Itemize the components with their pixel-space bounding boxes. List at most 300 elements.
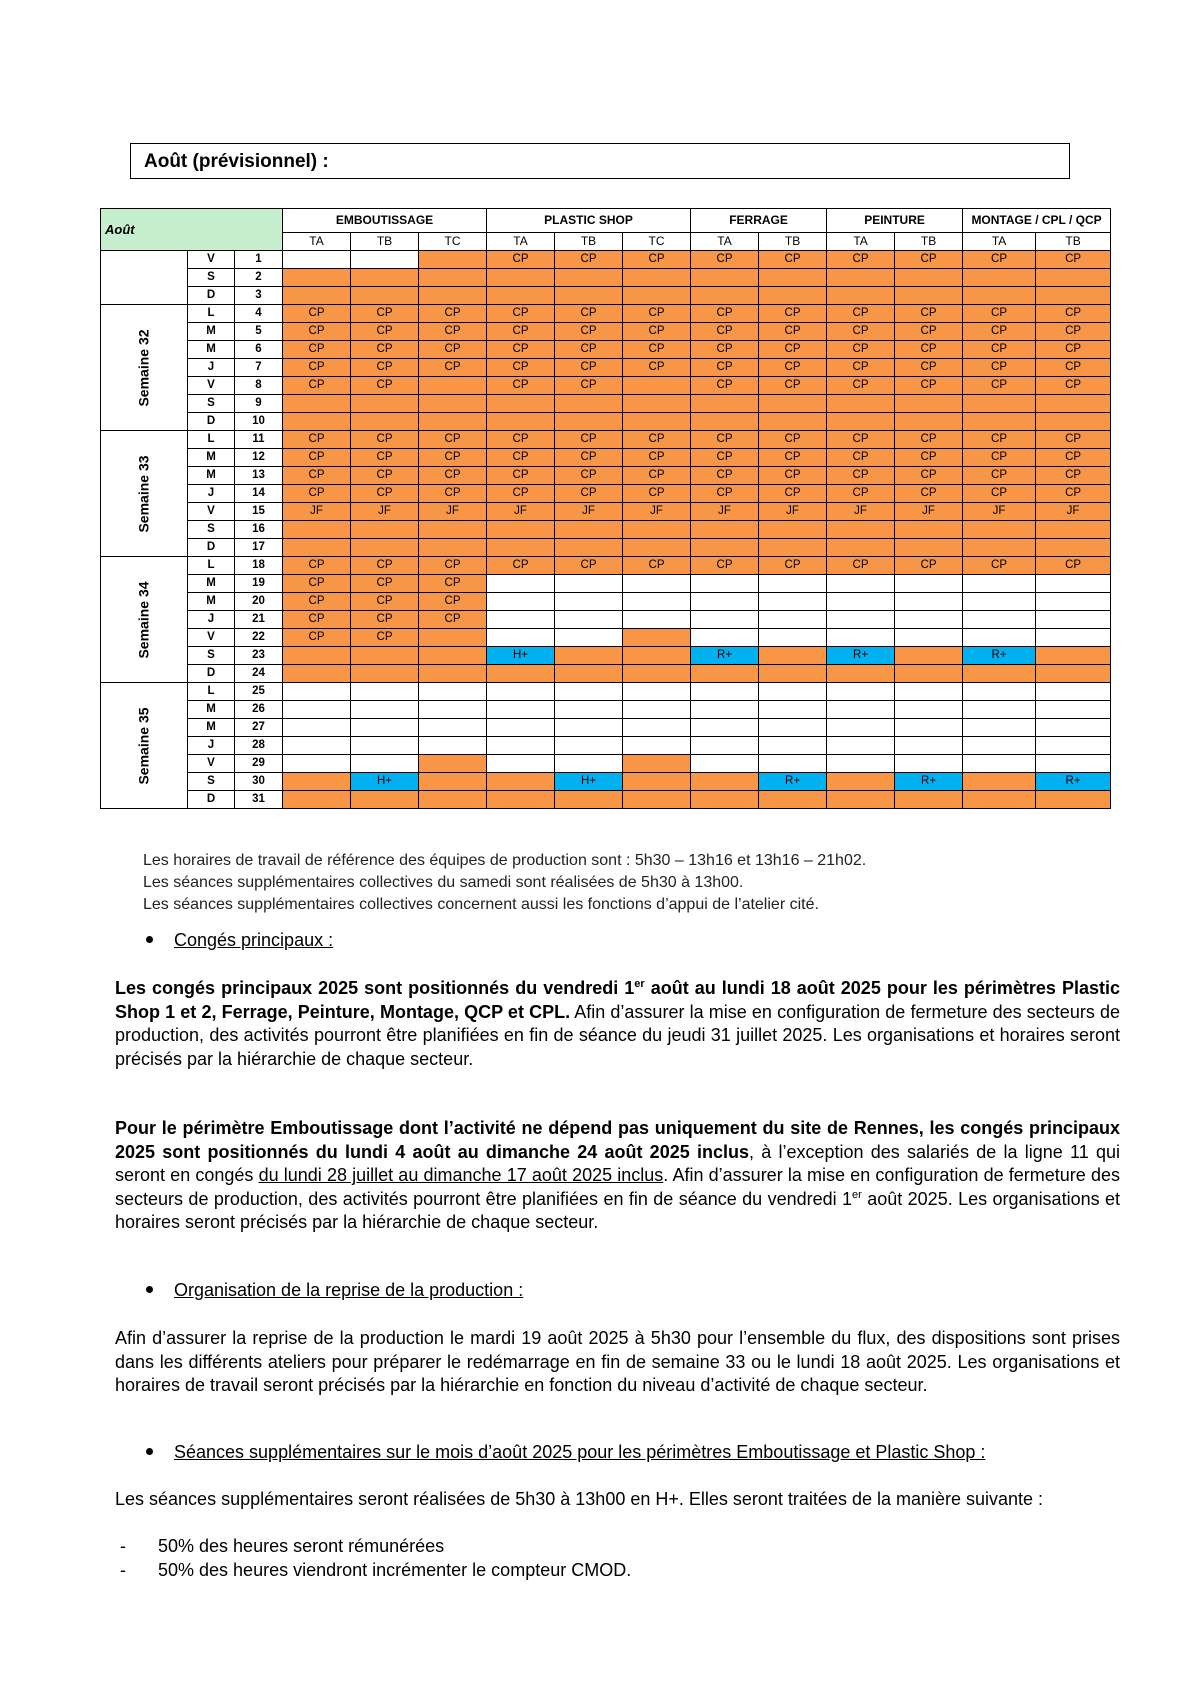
schedule-cell xyxy=(827,269,895,287)
day-letter: D xyxy=(188,539,235,557)
schedule-cell: H+ xyxy=(555,773,623,791)
schedule-cell xyxy=(419,413,487,431)
week-label: Semaine 32 xyxy=(101,305,188,431)
schedule-cell xyxy=(555,269,623,287)
schedule-cell: CP xyxy=(895,359,963,377)
schedule-cell: CP xyxy=(759,377,827,395)
schedule-cell: CP xyxy=(283,359,351,377)
schedule-cell xyxy=(487,611,555,629)
note-line: Les séances supplémentaires collectives concernent aussi les fonctions d’appui de l’atelier cité. xyxy=(143,896,819,913)
schedule-cell xyxy=(555,755,623,773)
schedule-cell xyxy=(1036,719,1111,737)
schedule-cell xyxy=(419,395,487,413)
schedule-cell xyxy=(691,773,759,791)
schedule-cell xyxy=(895,287,963,305)
table-row xyxy=(101,539,1111,557)
day-number: 11 xyxy=(235,431,283,449)
schedule-cell xyxy=(555,665,623,683)
schedule-cell xyxy=(487,575,555,593)
day-number: 1 xyxy=(235,251,283,269)
schedule-cell xyxy=(691,629,759,647)
schedule-cell: CP xyxy=(895,467,963,485)
day-letter: S xyxy=(188,773,235,791)
schedule-cell: CP xyxy=(487,557,555,575)
schedule-cell xyxy=(1036,611,1111,629)
schedule-cell xyxy=(895,791,963,809)
schedule-cell: H+ xyxy=(487,647,555,665)
schedule-cell xyxy=(351,755,419,773)
day-letter: L xyxy=(188,683,235,701)
schedule-cell: CP xyxy=(759,557,827,575)
schedule-cell: CP xyxy=(283,431,351,449)
schedule-cell: CP xyxy=(691,467,759,485)
table-row xyxy=(101,719,1111,737)
schedule-cell: CP xyxy=(623,305,691,323)
schedule-cell: CP xyxy=(827,359,895,377)
schedule-cell: CP xyxy=(895,557,963,575)
table-row xyxy=(101,251,1111,269)
table-row xyxy=(101,755,1111,773)
schedule-cell: CP xyxy=(1036,359,1111,377)
schedule-cell: CP xyxy=(827,431,895,449)
schedule-cell xyxy=(895,521,963,539)
team-header: TA xyxy=(963,233,1036,251)
schedule-cell: CP xyxy=(759,449,827,467)
schedule-cell xyxy=(827,521,895,539)
schedule-cell xyxy=(1036,575,1111,593)
table-row xyxy=(101,449,1111,467)
schedule-cell xyxy=(419,521,487,539)
schedule-cell xyxy=(1036,683,1111,701)
schedule-cell xyxy=(963,395,1036,413)
group-header: PLASTIC SHOP xyxy=(487,209,691,233)
schedule-cell: CP xyxy=(351,377,419,395)
schedule-cell: CP xyxy=(283,557,351,575)
day-number: 20 xyxy=(235,593,283,611)
schedule-cell xyxy=(623,665,691,683)
schedule-cell xyxy=(555,575,623,593)
table-row xyxy=(101,791,1111,809)
day-letter: L xyxy=(188,431,235,449)
schedule-cell: CP xyxy=(419,341,487,359)
day-letter: J xyxy=(188,737,235,755)
schedule-cell xyxy=(827,773,895,791)
schedule-cell: CP xyxy=(351,467,419,485)
schedule-cell: CP xyxy=(351,431,419,449)
schedule-cell: CP xyxy=(283,629,351,647)
schedule-cell: CP xyxy=(487,341,555,359)
day-number: 30 xyxy=(235,773,283,791)
schedule-cell xyxy=(691,287,759,305)
schedule-cell: CP xyxy=(963,251,1036,269)
schedule-cell xyxy=(487,773,555,791)
schedule-cell: CP xyxy=(963,557,1036,575)
paragraph-seances: Les séances supplémentaires seront réalisées de 5h30 à 13h00 en H+. Elles seront traitées de la manière suivante : xyxy=(115,1489,1044,1509)
schedule-cell xyxy=(555,539,623,557)
schedule-cell xyxy=(1036,791,1111,809)
schedule-cell: R+ xyxy=(963,647,1036,665)
schedule-cell: CP xyxy=(351,593,419,611)
schedule-cell xyxy=(963,629,1036,647)
schedule-cell xyxy=(759,575,827,593)
schedule-cell xyxy=(963,287,1036,305)
schedule-cell xyxy=(487,269,555,287)
schedule-cell: CP xyxy=(963,359,1036,377)
table-row xyxy=(101,323,1111,341)
table-row xyxy=(101,773,1111,791)
schedule-cell: CP xyxy=(1036,485,1111,503)
schedule-cell xyxy=(827,539,895,557)
schedule-cell: CP xyxy=(963,377,1036,395)
schedule-cell: JF xyxy=(963,503,1036,521)
schedule-cell xyxy=(963,719,1036,737)
schedule-cell xyxy=(759,647,827,665)
schedule-cell: CP xyxy=(1036,467,1111,485)
schedule-cell xyxy=(759,611,827,629)
list-item: - 50% des heures viendront incrémenter le compteur CMOD. xyxy=(120,1560,632,1580)
schedule-cell: CP xyxy=(691,323,759,341)
schedule-cell: JF xyxy=(623,503,691,521)
schedule-cell xyxy=(555,521,623,539)
schedule-cell xyxy=(1036,593,1111,611)
schedule-cell xyxy=(623,593,691,611)
day-number: 28 xyxy=(235,737,283,755)
day-letter: M xyxy=(188,719,235,737)
schedule-cell xyxy=(827,755,895,773)
schedule-cell xyxy=(895,647,963,665)
schedule-cell: CP xyxy=(487,377,555,395)
day-number: 10 xyxy=(235,413,283,431)
schedule-cell: CP xyxy=(419,467,487,485)
schedule-cell xyxy=(487,593,555,611)
schedule-cell xyxy=(419,791,487,809)
schedule-cell xyxy=(419,737,487,755)
schedule-cell xyxy=(419,647,487,665)
schedule-cell: CP xyxy=(691,485,759,503)
schedule-cell xyxy=(1036,287,1111,305)
schedule-cell: CP xyxy=(827,341,895,359)
schedule-cell: CP xyxy=(555,449,623,467)
schedule-cell: JF xyxy=(895,503,963,521)
schedule-cell xyxy=(759,791,827,809)
schedule-cell xyxy=(351,665,419,683)
schedule-cell xyxy=(283,395,351,413)
schedule-cell xyxy=(827,575,895,593)
day-number: 15 xyxy=(235,503,283,521)
schedule-cell xyxy=(963,773,1036,791)
schedule-cell xyxy=(623,395,691,413)
schedule-cell xyxy=(351,287,419,305)
schedule-cell xyxy=(963,737,1036,755)
schedule-cell xyxy=(283,773,351,791)
schedule-cell xyxy=(351,539,419,557)
table-row xyxy=(101,377,1111,395)
notes xyxy=(143,850,866,916)
schedule-cell xyxy=(487,737,555,755)
table-row xyxy=(101,683,1111,701)
schedule-cell xyxy=(895,683,963,701)
team-header: TB xyxy=(759,233,827,251)
schedule-cell: CP xyxy=(487,323,555,341)
schedule-cell: CP xyxy=(487,251,555,269)
table-row xyxy=(101,557,1111,575)
day-number: 16 xyxy=(235,521,283,539)
schedule-cell: CP xyxy=(895,305,963,323)
schedule-cell xyxy=(1036,737,1111,755)
schedule-cell xyxy=(895,665,963,683)
day-number: 5 xyxy=(235,323,283,341)
schedule-cell xyxy=(487,665,555,683)
day-letter: M xyxy=(188,701,235,719)
day-number: 25 xyxy=(235,683,283,701)
table-row xyxy=(101,269,1111,287)
day-number: 6 xyxy=(235,341,283,359)
schedule-cell: R+ xyxy=(827,647,895,665)
schedule-cell xyxy=(555,719,623,737)
schedule-cell xyxy=(419,701,487,719)
day-number: 3 xyxy=(235,287,283,305)
schedule-cell xyxy=(759,287,827,305)
day-letter: M xyxy=(188,593,235,611)
schedule-cell: CP xyxy=(1036,251,1111,269)
schedule-cell xyxy=(623,719,691,737)
schedule-cell xyxy=(623,377,691,395)
schedule-cell: CP xyxy=(691,341,759,359)
schedule-cell xyxy=(487,539,555,557)
schedule-cell xyxy=(419,251,487,269)
schedule-cell xyxy=(759,269,827,287)
day-letter: D xyxy=(188,287,235,305)
schedule-cell xyxy=(895,629,963,647)
schedule-cell xyxy=(963,791,1036,809)
schedule-cell: CP xyxy=(827,449,895,467)
schedule-cell: CP xyxy=(555,377,623,395)
schedule-cell xyxy=(283,251,351,269)
schedule-cell: CP xyxy=(827,485,895,503)
schedule-cell: R+ xyxy=(691,647,759,665)
schedule-cell xyxy=(419,683,487,701)
schedule-cell: CP xyxy=(623,557,691,575)
schedule-cell xyxy=(963,683,1036,701)
schedule-cell xyxy=(895,611,963,629)
schedule-cell xyxy=(623,539,691,557)
schedule-cell xyxy=(895,413,963,431)
schedule-cell: CP xyxy=(895,341,963,359)
list-item: - 50% des heures seront rémunérées xyxy=(120,1536,445,1556)
schedule-cell xyxy=(623,683,691,701)
schedule-cell: CP xyxy=(759,485,827,503)
day-number: 8 xyxy=(235,377,283,395)
schedule-cell xyxy=(963,665,1036,683)
schedule-cell: CP xyxy=(419,359,487,377)
schedule-cell xyxy=(283,737,351,755)
bullet-reprise: Organisation de la reprise de la production : xyxy=(146,1280,523,1301)
day-number: 7 xyxy=(235,359,283,377)
schedule-cell xyxy=(759,539,827,557)
schedule-cell xyxy=(895,269,963,287)
schedule-cell xyxy=(759,665,827,683)
schedule-cell: CP xyxy=(419,485,487,503)
schedule-cell xyxy=(1036,413,1111,431)
schedule-cell xyxy=(691,665,759,683)
schedule-cell xyxy=(1036,665,1111,683)
schedule-cell: CP xyxy=(691,557,759,575)
bullet-dot-icon xyxy=(146,936,153,943)
schedule-cell: CP xyxy=(623,323,691,341)
schedule-cell xyxy=(827,737,895,755)
schedule-cell: CP xyxy=(623,449,691,467)
day-number: 9 xyxy=(235,395,283,413)
schedule-cell: CP xyxy=(691,431,759,449)
schedule-cell xyxy=(351,791,419,809)
day-number: 12 xyxy=(235,449,283,467)
schedule-cell xyxy=(487,629,555,647)
schedule-cell xyxy=(963,539,1036,557)
paragraph-conges-2: Pour le périmètre Emboutissage dont l’activité ne dépend pas uniquement du site de Rennes, les congés principaux 2025 sont positionnés du lundi 4 août au dimanche 24 août 2025 inclus, à l’exception des salariés de la ligne 11 qui seront en congés du lundi 28 juillet au dimanche 17 août 2025 inclus. Afin d’assurer la mise en configuration de fermeture des secteurs de production, des activités pourront être planifiées en fin de séance du vendredi 1er août 2025. Les organisations et horaires seront précisés par la hiérarchie de chaque secteur. xyxy=(115,1118,1121,1232)
schedule-cell xyxy=(487,683,555,701)
schedule-cell xyxy=(895,395,963,413)
schedule-cell xyxy=(759,755,827,773)
schedule-cell: CP xyxy=(283,449,351,467)
schedule-cell: CP xyxy=(895,449,963,467)
schedule-cell xyxy=(487,287,555,305)
table-row xyxy=(101,413,1111,431)
day-letter: S xyxy=(188,269,235,287)
schedule-cell xyxy=(283,791,351,809)
day-letter: D xyxy=(188,665,235,683)
schedule-cell xyxy=(963,413,1036,431)
schedule-cell xyxy=(691,755,759,773)
schedule-cell xyxy=(555,593,623,611)
day-letter: V xyxy=(188,377,235,395)
schedule-cell: CP xyxy=(759,467,827,485)
schedule-cell: CP xyxy=(827,557,895,575)
table-row xyxy=(101,665,1111,683)
schedule-cell: JF xyxy=(487,503,555,521)
schedule-cell xyxy=(759,719,827,737)
schedule-cell xyxy=(1036,269,1111,287)
schedule-cell xyxy=(419,629,487,647)
schedule-cell xyxy=(351,647,419,665)
team-header: TB xyxy=(555,233,623,251)
schedule-cell xyxy=(351,701,419,719)
schedule-cell: CP xyxy=(963,449,1036,467)
schedule-cell: CP xyxy=(555,485,623,503)
table-row xyxy=(101,305,1111,323)
schedule-cell: CP xyxy=(827,323,895,341)
schedule-cell: R+ xyxy=(1036,773,1111,791)
schedule-cell: JF xyxy=(827,503,895,521)
table-row xyxy=(101,611,1111,629)
schedule-cell xyxy=(759,413,827,431)
bullet-seances: Séances supplémentaires sur le mois d’août 2025 pour les périmètres Emboutissage et Plastic Shop : xyxy=(146,1442,985,1463)
schedule-cell xyxy=(963,593,1036,611)
schedule-cell: JF xyxy=(1036,503,1111,521)
paragraph-conges-1: Les congés principaux 2025 sont positionnés du vendredi 1er août au lundi 18 août 2025 pour les périmètres Plastic Shop 1 et 2, Ferrage, Peinture, Montage, QCP et CPL. Afin d’assurer la mise en configuration de fermeture des secteurs de production, des activités pourront être planifiées en fin de séance du jeudi 31 juillet 2025. Les organisations et horaires seront précisés par la hiérarchie de chaque secteur. xyxy=(115,978,1120,1069)
schedule-cell: CP xyxy=(623,251,691,269)
schedule-cell: CP xyxy=(283,575,351,593)
schedule-cell: CP xyxy=(895,485,963,503)
schedule-cell: CP xyxy=(827,467,895,485)
schedule-cell xyxy=(827,665,895,683)
schedule-cell xyxy=(487,413,555,431)
day-letter: M xyxy=(188,341,235,359)
bullet-conges: Congés principaux : xyxy=(146,930,333,951)
schedule-cell xyxy=(419,719,487,737)
schedule-cell: CP xyxy=(555,359,623,377)
day-letter: L xyxy=(188,305,235,323)
schedule-cell xyxy=(1036,629,1111,647)
schedule-cell xyxy=(963,611,1036,629)
paragraph-reprise: Afin d’assurer la reprise de la production le mardi 19 août 2025 à 5h30 pour l’ensemble du flux, des dispositions sont prises dans les différents ateliers pour préparer le redémarrage en fin de semaine 33 ou le lundi 18 août 2025. Les organisations et horaires de travail seront précisés par la hiérarchie en fonction du niveau d’activité de chaque secteur. xyxy=(115,1328,1120,1395)
day-letter: M xyxy=(188,323,235,341)
table-row xyxy=(101,341,1111,359)
schedule-cell xyxy=(691,575,759,593)
schedule-cell xyxy=(1036,755,1111,773)
schedule-cell: CP xyxy=(419,575,487,593)
schedule-cell: CP xyxy=(1036,305,1111,323)
day-letter: V xyxy=(188,503,235,521)
schedule-cell: CP xyxy=(487,431,555,449)
schedule-cell: JF xyxy=(759,503,827,521)
day-letter: J xyxy=(188,359,235,377)
schedule-cell xyxy=(351,683,419,701)
schedule-cell xyxy=(623,791,691,809)
schedule-cell xyxy=(691,413,759,431)
day-letter: D xyxy=(188,413,235,431)
schedule-cell xyxy=(827,701,895,719)
schedule-cell xyxy=(351,269,419,287)
schedule-cell xyxy=(691,683,759,701)
schedule-cell: CP xyxy=(351,611,419,629)
schedule-cell: CP xyxy=(283,593,351,611)
schedule-cell xyxy=(691,269,759,287)
schedule-cell xyxy=(759,521,827,539)
schedule-cell xyxy=(691,521,759,539)
schedule-cell xyxy=(555,629,623,647)
schedule-cell xyxy=(827,629,895,647)
day-letter: V xyxy=(188,629,235,647)
day-letter: S xyxy=(188,647,235,665)
group-header: EMBOUTISSAGE xyxy=(283,209,487,233)
schedule-cell xyxy=(283,539,351,557)
note-line: Les séances supplémentaires collectives du samedi sont réalisées de 5h30 à 13h00. xyxy=(143,874,744,891)
schedule-cell: CP xyxy=(827,305,895,323)
schedule-cell xyxy=(283,647,351,665)
team-header: TC xyxy=(623,233,691,251)
schedule-cell: CP xyxy=(1036,431,1111,449)
schedule-cell xyxy=(419,755,487,773)
schedule-cell: CP xyxy=(351,323,419,341)
day-letter: D xyxy=(188,791,235,809)
schedule-cell xyxy=(351,521,419,539)
schedule-cell xyxy=(1036,539,1111,557)
schedule-cell: CP xyxy=(691,377,759,395)
schedule-cell xyxy=(759,593,827,611)
schedule-cell: CP xyxy=(351,305,419,323)
schedule-cell xyxy=(419,665,487,683)
schedule-table xyxy=(100,208,1111,809)
day-number: 23 xyxy=(235,647,283,665)
note-line: Les horaires de travail de référence des équipes de production sont : 5h30 – 13h16 et 13h16 – 21h02. xyxy=(143,852,867,869)
day-number: 31 xyxy=(235,791,283,809)
schedule-cell xyxy=(555,791,623,809)
schedule-cell xyxy=(623,773,691,791)
day-number: 13 xyxy=(235,467,283,485)
schedule-cell: R+ xyxy=(895,773,963,791)
schedule-cell: JF xyxy=(691,503,759,521)
schedule-cell xyxy=(827,287,895,305)
